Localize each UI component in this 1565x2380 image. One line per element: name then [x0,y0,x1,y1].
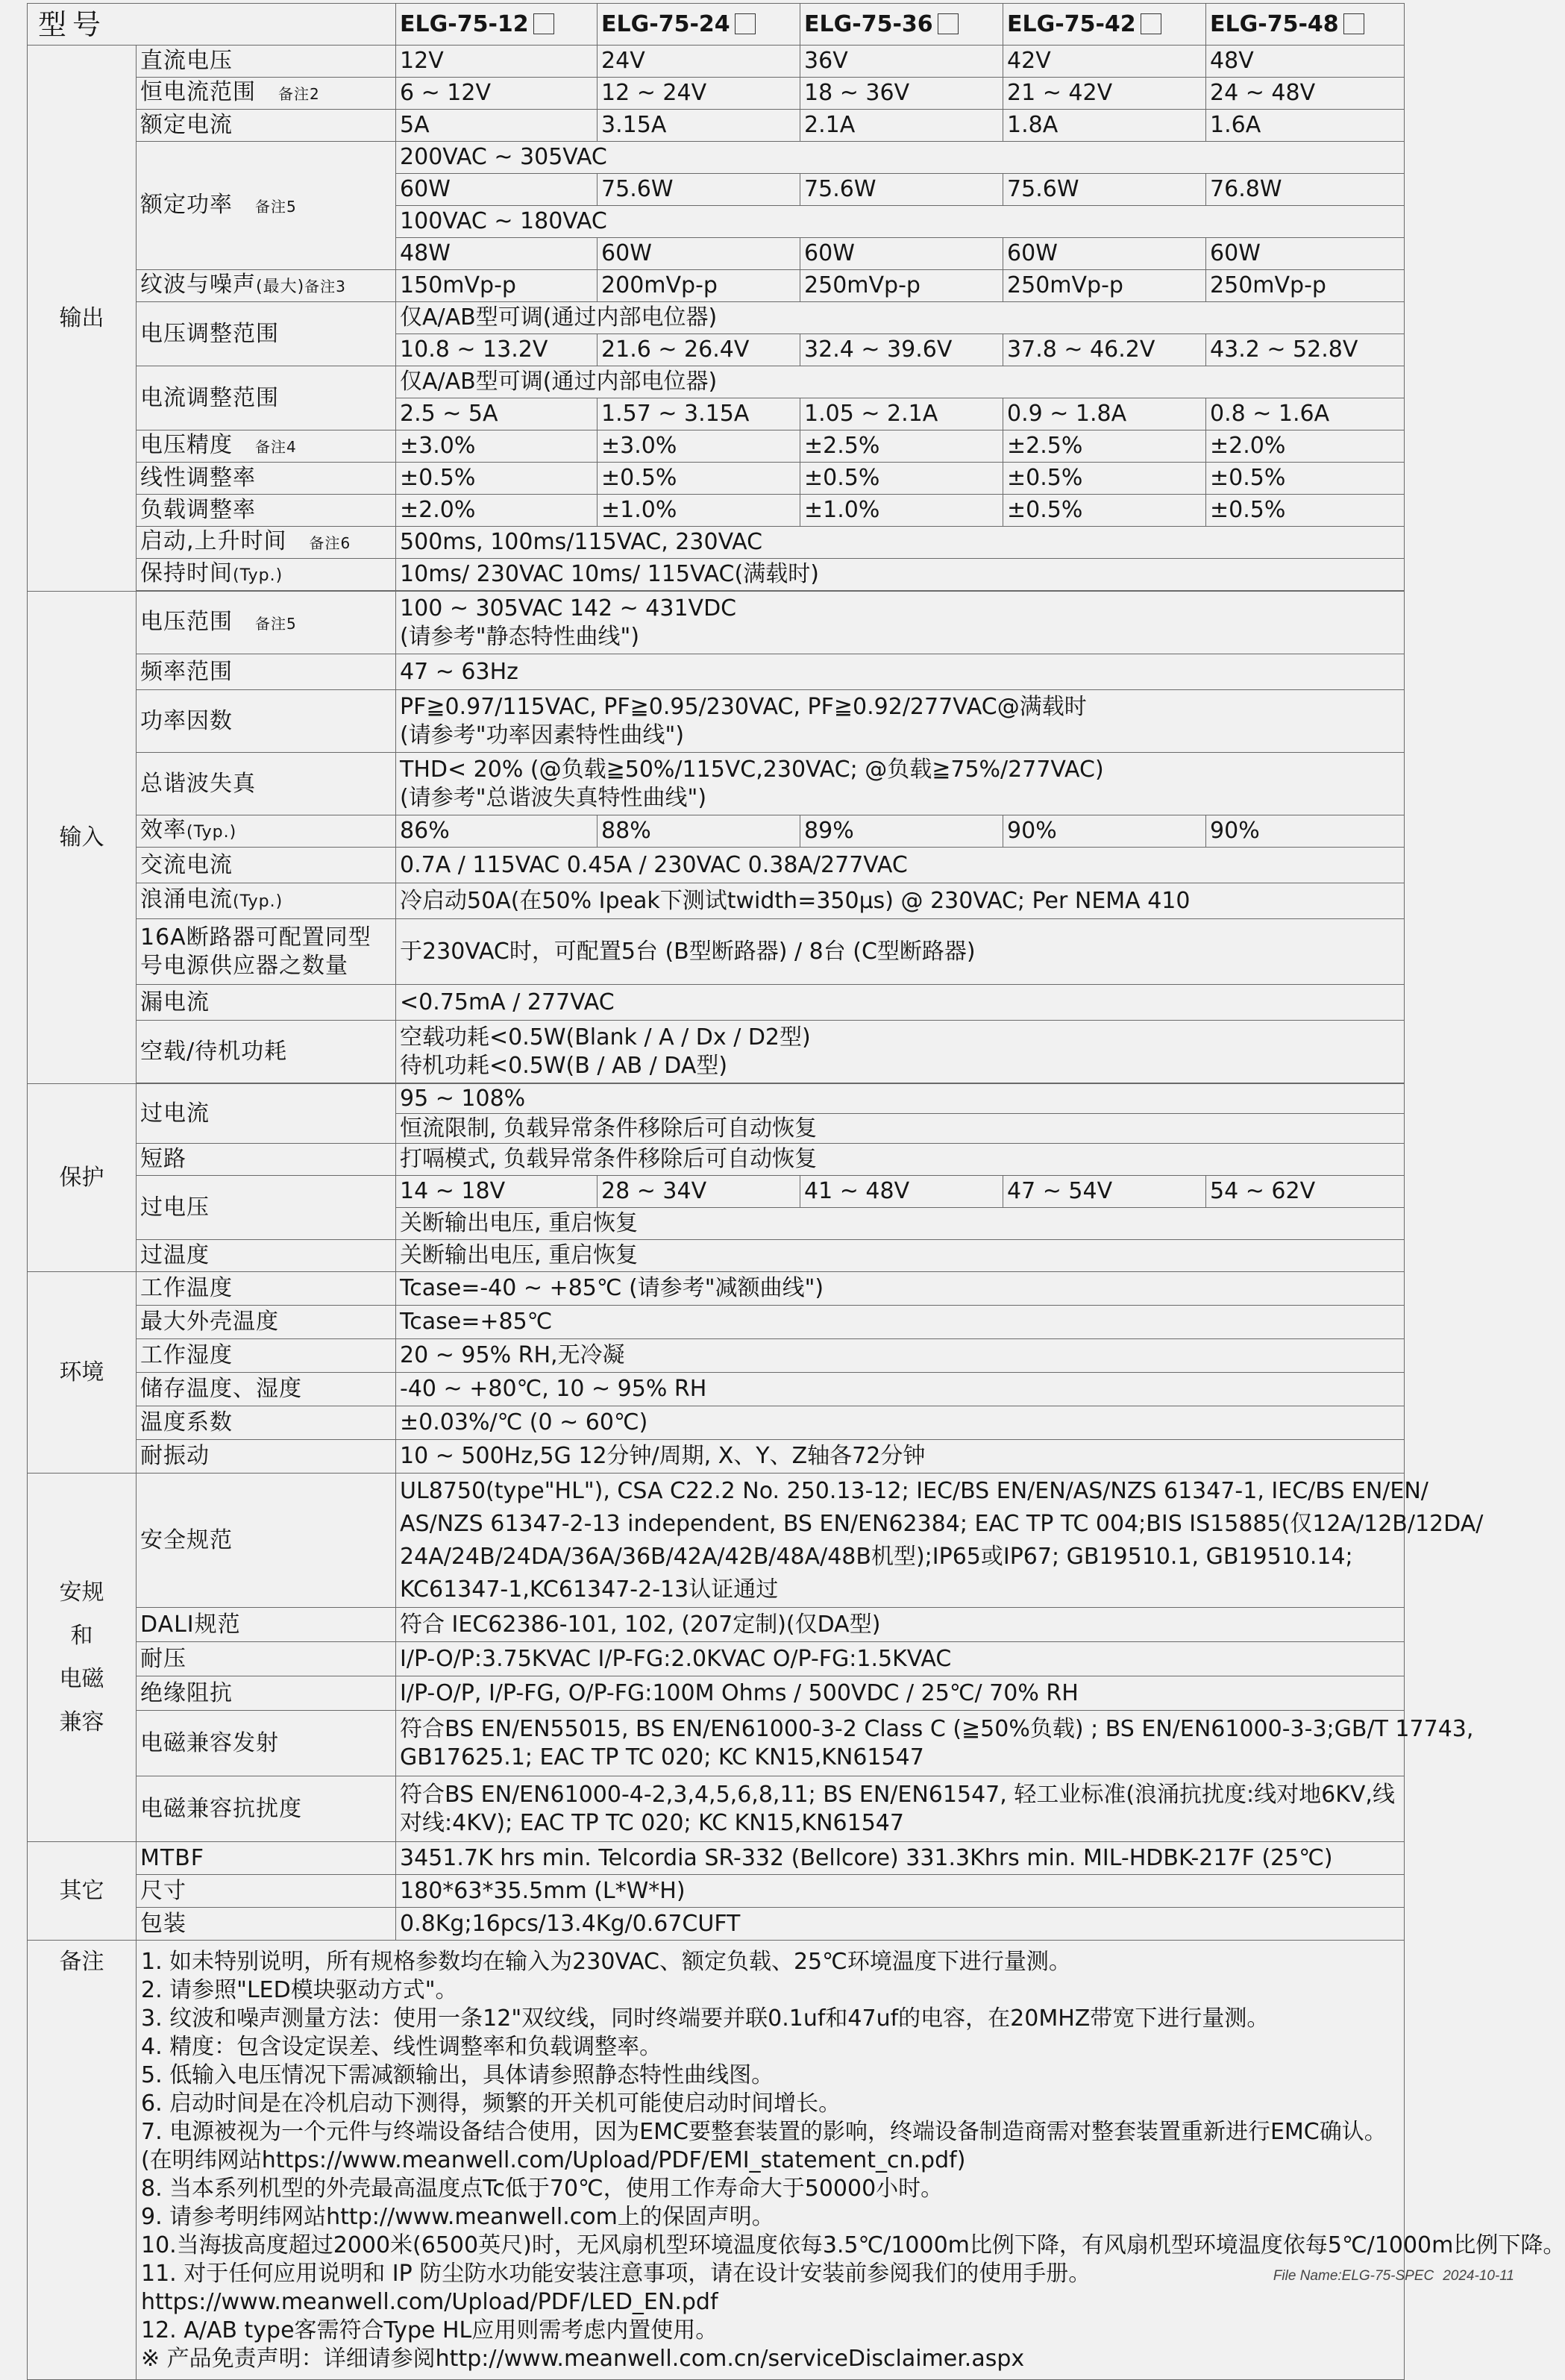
env-row [28,1339,1405,1373]
cell: ±3.0% [598,430,800,463]
cell: 60W [396,174,598,206]
row-label: 最大外壳温度 [137,1306,396,1339]
cell: 90% [1003,815,1206,848]
line-reg-row [28,463,1405,495]
rated-current-row [28,110,1405,142]
cell: 2.1A [800,110,1003,142]
ac-current-row [28,848,1405,883]
line: 兼容 [59,1709,104,1735]
cell: 90% [1206,815,1405,848]
cell: 21 ~ 42V [1003,78,1206,110]
cell: 250mVp-p [1206,270,1405,302]
model-header [1003,4,1206,46]
line: PF≧0.97/115VAC, PF≧0.95/230VAC, PF≧0.92/277VAC@满载时 [400,693,1087,720]
short-row [28,1144,1405,1176]
label-text: 额定功率 [140,191,233,218]
cell: 76.8W [1206,174,1405,206]
cell: 仅A/AB型可调(通过内部电位器) [396,302,1405,334]
note-line: 1. 如未特别说明，所有规格参数均在输入为230VAC、额定负载、25℃环境温度下进行量测。 [141,1949,1071,1975]
env-row [28,1272,1405,1306]
label-text: 浪涌电流 [140,886,233,912]
cell: 12V [396,46,598,78]
row-label: 绝缘阻抗 [137,1676,396,1711]
setup-row [28,527,1405,559]
group-protection: 保护 [28,1084,137,1272]
cell: 180*63*35.5mm (L*W*H) [396,1875,1405,1908]
model-header [800,4,1003,46]
notes-row [28,1941,1405,2380]
row-label: 功率因数 [137,690,396,753]
cell: 200mVp-p [598,270,800,302]
freq-row [28,654,1405,690]
cell: 200VAC ~ 305VAC [396,142,1405,174]
cell: ±2.0% [396,495,598,527]
cell: 12 ~ 24V [598,78,800,110]
row-label: 过电流 [137,1084,396,1144]
model-name: ELG-75-24 [601,10,730,37]
inrush-row [28,883,1405,919]
cell: Tcase=+85℃ [396,1306,1405,1339]
checkbox-icon [938,13,959,34]
line: KC61347-1,KC61347-2-13认证通过 [400,1576,779,1603]
cell: 5A [396,110,598,142]
cell: 0.9 ~ 1.8A [1003,398,1206,430]
cell: 250mVp-p [800,270,1003,302]
row-label: 直流电压 [137,46,396,78]
file-name: File Name:ELG-75-SPEC [1273,2268,1434,2284]
note-line: 2. 请参照"LED模块驱动方式"。 [141,1977,458,2003]
row-label: 电磁兼容抗扰度 [137,1776,396,1842]
cell [396,1711,1474,1776]
hold-row [28,559,1405,591]
row-label: 线性调整率 [137,463,396,495]
cell: I/P-O/P:3.75KVAC I/P-FG:2.0KVAC O/P-FG:1.5KVAC [396,1642,1405,1676]
cell: 60W [598,238,800,270]
leakage-row [28,985,1405,1021]
row-label [137,883,396,919]
row-label: 漏电流 [137,985,396,1021]
cell: 60W [1003,238,1206,270]
label-sub: (最大) [256,277,305,296]
rated-power-range1-row [28,142,1405,174]
cell: 75.6W [1003,174,1206,206]
row-label: 尺寸 [137,1875,396,1908]
cell: 88% [598,815,800,848]
group-input: 输入 [28,592,137,1084]
file-date: 2024-10-11 [1443,2268,1514,2284]
line: (请参考"功率因素特性曲线") [400,721,685,748]
header-title: 型号 [28,4,396,46]
header-row [28,4,1405,46]
cell: 86% [396,815,598,848]
cell: 打嗝模式, 负载异常条件移除后可自动恢复 [396,1144,1405,1176]
packing-row [28,1908,1405,1941]
input-voltage-row [28,592,1405,654]
row-label: 耐振动 [137,1440,396,1474]
label-text: 启动,上升时间 [140,528,287,554]
cell: ±0.5% [1206,495,1405,527]
max-units-row [28,919,1405,985]
checkbox-icon [735,13,756,34]
cell [396,1021,1405,1083]
row-label: 额定电流 [137,110,396,142]
cell: 60W [800,238,1003,270]
row-label: 工作温度 [137,1272,396,1306]
cc-range-row [28,78,1405,110]
cell: 500ms, 100ms/115VAC, 230VAC [396,527,1405,559]
cell: 24V [598,46,800,78]
cell: 43.2 ~ 52.8V [1206,334,1405,366]
cell: ±1.0% [598,495,800,527]
label-text: 电压范围 [140,608,233,635]
cell: 36V [800,46,1003,78]
row-label: 电压调整范围 [137,302,396,366]
pf-row [28,690,1405,753]
row-label [137,815,396,848]
row-label [137,270,396,302]
cell: 恒流限制, 负载异常条件移除后可自动恢复 [396,1114,1405,1144]
cell: 95 ~ 108% [396,1084,1405,1114]
env-row [28,1406,1405,1440]
cell: 100VAC ~ 180VAC [396,206,1405,238]
label-sub: (Typ.) [233,892,283,911]
note-ref: 备注3 [304,277,346,295]
cell: 0.8Kg;16pcs/13.4Kg/0.67CUFT [396,1908,1405,1941]
line: 和 [70,1622,93,1649]
line: AS/NZS 61347-2-13 independent, BS EN/EN62384; EAC TP TC 004;BIS IS15885(仅12A/12B/12DA/ [400,1510,1484,1537]
label-sub: (Typ.) [233,566,283,585]
voltage-adj-desc-row [28,302,1405,334]
cell: 75.6W [598,174,800,206]
note-line: 8. 当本系列机型的外壳最高温度点Tc低于70℃，使用工作寿命大于50000小时。 [141,2176,944,2202]
line: 100 ~ 305VAC 142 ~ 431VDC [400,595,737,621]
note-ref: 备注5 [255,614,297,633]
cell: 48W [396,238,598,270]
checkbox-icon [533,13,554,34]
cell: 37.8 ~ 46.2V [1003,334,1206,366]
cell: 0.7A / 115VAC 0.45A / 230VAC 0.38A/277VAC [396,848,1405,883]
line: 空载功耗<0.5W(Blank / A / Dx / D2型) [400,1024,811,1050]
cell: 47 ~ 54V [1003,1176,1206,1208]
load-reg-row [28,495,1405,527]
emc-emission-row [28,1711,1405,1776]
label-text: 保持时间 [140,560,233,586]
cell: 符合 IEC62386-101, 102, (207定制)(仅DA型) [396,1608,1405,1642]
line: THD< 20% (@负载≧50%/115VC,230VAC; @负载≧75%/277VAC) [400,756,1104,783]
row-label [137,430,396,463]
line: 电磁 [59,1665,104,1692]
env-row [28,1440,1405,1474]
group-safety-emc [28,1474,137,1842]
cell: 150mVp-p [396,270,598,302]
cell: ±2.5% [800,430,1003,463]
overcurrent-row1 [28,1084,1405,1114]
model-name: ELG-75-42 [1007,10,1136,37]
overvoltage-values-row [28,1176,1405,1208]
row-label: 空载/待机功耗 [137,1021,396,1083]
note-line: 9. 请参考明纬网站http://www.meanwell.com上的保固声明。 [141,2204,774,2230]
note-line: 7. 电源被视为一个元件与终端设备结合使用，因为EMC要整套装置的影响，终端设备制造商需对整套装置重新进行EMC确认。 [141,2119,1387,2145]
row-label: DALI规范 [137,1608,396,1642]
dali-row [28,1608,1405,1642]
cell: ±0.5% [800,463,1003,495]
checkbox-icon [1343,13,1364,34]
overtemp-row [28,1240,1405,1272]
group-notes: 备注 [28,1941,137,2380]
cell [396,1474,1484,1608]
label-text: 效率 [140,816,186,843]
cell: 10.8 ~ 13.2V [396,334,598,366]
line: 16A断路器可配置同型 [140,924,371,951]
cell: 250mVp-p [1003,270,1206,302]
model-header [1206,4,1405,46]
cell: 10ms/ 230VAC 10ms/ 115VAC(满载时) [396,559,1405,591]
file-footer [1264,2268,1514,2285]
label-text: 纹波与噪声 [140,271,256,298]
row-label: 耐压 [137,1642,396,1676]
cell: 24 ~ 48V [1206,78,1405,110]
cell: ±0.5% [1003,495,1206,527]
cell: ±1.0% [800,495,1003,527]
cell: <0.75mA / 277VAC [396,985,1405,1021]
row-label: 负载调整率 [137,495,396,527]
line: 对线:4KV); EAC TP TC 020; KC KN15,KN61547 [400,1809,904,1836]
model-name: ELG-75-48 [1210,10,1339,37]
row-label: 电流调整范围 [137,366,396,430]
row-label: 交流电流 [137,848,396,883]
cell [396,690,1405,753]
cell: 1.6A [1206,110,1405,142]
label-text: 电压精度 [140,432,233,458]
note-line: ※ 产品免责声明：详细请参阅http://www.meanwell.com.cn/serviceDisclaimer.aspx [141,2346,1025,2372]
cell: ±2.0% [1206,430,1405,463]
cell: 42V [1003,46,1206,78]
note-ref: 备注5 [255,197,297,216]
checkbox-icon [1141,13,1161,34]
cell: ±0.03%/℃ (0 ~ 60℃) [396,1406,1405,1440]
model-header [396,4,598,46]
current-adj-desc-row [28,366,1405,398]
cell [396,753,1405,815]
cell: ±0.5% [598,463,800,495]
model-name: ELG-75-36 [804,10,933,37]
efficiency-row [28,815,1405,848]
row-label: 工作湿度 [137,1339,396,1373]
mtbf-row [28,1842,1405,1875]
cell: ±2.5% [1003,430,1206,463]
line: 符合BS EN/EN55015, BS EN/EN61000-3-2 Class C (≧50%负载) ; BS EN/EN61000-3-3;GB/T 17743, [400,1715,1474,1742]
cell: ±0.5% [1003,463,1206,495]
thd-row [28,753,1405,815]
cell: 54 ~ 62V [1206,1176,1405,1208]
row-label: 安全规范 [137,1474,396,1608]
model-name: ELG-75-12 [400,10,529,37]
row-label: 过电压 [137,1176,396,1240]
cell: 75.6W [800,174,1003,206]
note-ref: 备注2 [278,85,320,103]
cell: -40 ~ +80℃, 10 ~ 95% RH [396,1373,1405,1406]
cell: 3451.7K hrs min. Telcordia SR-332 (Bellcore) 331.3Khrs min. MIL-HDBK-217F (25℃) [396,1842,1405,1875]
note-line: 6. 启动时间是在冷机启动下测得，频繁的开关机可能使启动时间增长。 [141,2091,841,2117]
cell: 89% [800,815,1003,848]
standby-row [28,1021,1405,1083]
note-line: 3. 纹波和噪声测量方法：使用一条12"双纹线，同时终端要并联0.1uf和47uf的电容，在20MHZ带宽下进行量测。 [141,2005,1270,2032]
cell: 48V [1206,46,1405,78]
cell: ±0.5% [396,463,598,495]
row-label [137,142,396,270]
row-label [137,919,396,985]
row-label [137,78,396,110]
ripple-row [28,270,1405,302]
note-ref: 备注4 [255,438,297,456]
line: 待机功耗<0.5W(B / AB / DA型) [400,1052,728,1079]
cell [396,1776,1405,1842]
cell: 47 ~ 63Hz [396,654,1405,690]
label-text: 恒电流范围 [140,79,256,105]
cell: 关断输出电压, 重启恢复 [396,1208,1405,1240]
cell: 32.4 ~ 39.6V [800,334,1003,366]
cell: 仅A/AB型可调(通过内部电位器) [396,366,1405,398]
cell: 28 ~ 34V [598,1176,800,1208]
row-label [137,592,396,654]
cell: 21.6 ~ 26.4V [598,334,800,366]
line: 安规 [59,1579,104,1606]
row-label: 频率范围 [137,654,396,690]
cell: 10 ~ 500Hz,5G 12分钟/周期, X、Y、Z轴各72分钟 [396,1440,1405,1474]
model-header [598,4,800,46]
cell: 1.57 ~ 3.15A [598,398,800,430]
cell: 14 ~ 18V [396,1176,598,1208]
group-environment: 环境 [28,1272,137,1474]
note-line: 11. 对于任何应用说明和 IP 防尘防水功能安装注意事项，请在设计安装前参阅我们的使用手册。 [141,2261,1091,2287]
cell: 20 ~ 95% RH,无冷凝 [396,1339,1405,1373]
group-others: 其它 [28,1842,137,1941]
cell: 冷启动50A(在50% Ipeak下测试twidth=350µs) @ 230VAC; Per NEMA 410 [396,883,1405,919]
row-label [137,527,396,559]
cell: 于230VAC时，可配置5台 (B型断路器) / 8台 (C型断路器) [396,919,1405,985]
note-line: https://www.meanwell.com/Upload/PDF/LED_EN.pdf [141,2289,718,2315]
line: (请参考"静态特性曲线") [400,623,640,650]
cell: 0.8 ~ 1.6A [1206,398,1405,430]
group-output: 输出 [28,46,137,592]
voltage-tol-row [28,430,1405,463]
row-label: 电磁兼容发射 [137,1711,396,1776]
row-label: 过温度 [137,1240,396,1272]
line: 符合BS EN/EN61000-4-2,3,4,5,6,8,11; BS EN/EN61547, 轻工业标准(浪涌抗扰度:线对地6KV,线 [400,1781,1395,1808]
cell f24: 60W [1206,238,1405,270]
note-ref: 备注6 [309,534,351,552]
row-label [137,559,396,591]
note-line: (在明纬网站https://www.meanwell.com/Upload/PDF/EMI_statement_cn.pdf) [141,2147,966,2173]
cell: 关断输出电压, 重启恢复 [396,1240,1405,1272]
cell: 1.05 ~ 2.1A [800,398,1003,430]
cell: 41 ~ 48V [800,1176,1003,1208]
row-label: 包装 [137,1908,396,1941]
row-label: 温度系数 [137,1406,396,1440]
cell: Tcase=-40 ~ +85℃ (请参考"减额曲线") [396,1272,1405,1306]
row-label: 短路 [137,1144,396,1176]
row-label: MTBF [137,1842,396,1875]
note-line: 12. A/AB type客需符合Type HL应用则需考虑内置使用。 [141,2317,718,2343]
dimension-row [28,1875,1405,1908]
isolation-row [28,1676,1405,1711]
line: UL8750(type"HL"), CSA C22.2 No. 250.13-12; IEC/BS EN/EN/AS/NZS 61347-1, IEC/BS EN/EN/ [400,1477,1428,1504]
cell: 3.15A [598,110,800,142]
line: GB17625.1; EAC TP TC 020; KC KN15,KN61547 [400,1744,924,1770]
row-label: 总谐波失真 [137,753,396,815]
cell: I/P-O/P, I/P-FG, O/P-FG:100M Ohms / 500VDC / 25℃/ 70% RH [396,1676,1405,1711]
cell [396,592,1405,654]
cell: 18 ~ 36V [800,78,1003,110]
note-line: 10.当海拔高度超过2000米(6500英尺)时，无风扇机型环境温度依每3.5℃/1000m比例下降，有风扇机型环境温度依每5℃/1000m比例下降。 [141,2232,1565,2258]
cell: 6 ~ 12V [396,78,598,110]
cell: 1.8A [1003,110,1206,142]
cell: ±3.0% [396,430,598,463]
label-sub: (Typ.) [186,822,237,842]
line: (请参考"总谐波失真特性曲线") [400,784,707,811]
emc-immunity-row [28,1776,1405,1842]
env-row [28,1306,1405,1339]
cell: ±0.5% [1206,463,1405,495]
safety-standards-row [28,1474,1405,1608]
cell: 2.5 ~ 5A [396,398,598,430]
line: 号电源供应器之数量 [140,952,348,979]
dc-voltage-row [28,46,1405,78]
note-line: 5. 低输入电压情况下需减额输出，具体请参照静态特性曲线图。 [141,2062,774,2088]
row-label: 储存温度、湿度 [137,1373,396,1406]
note-line: 4. 精度：包含设定误差、线性调整率和负载调整率。 [141,2034,662,2060]
env-row [28,1373,1405,1406]
withstand-row [28,1642,1405,1676]
line: 24A/24B/24DA/36A/36B/42A/42B/48A/48B机型);IP65或IP67; GB19510.1, GB19510.14; [400,1543,1353,1570]
